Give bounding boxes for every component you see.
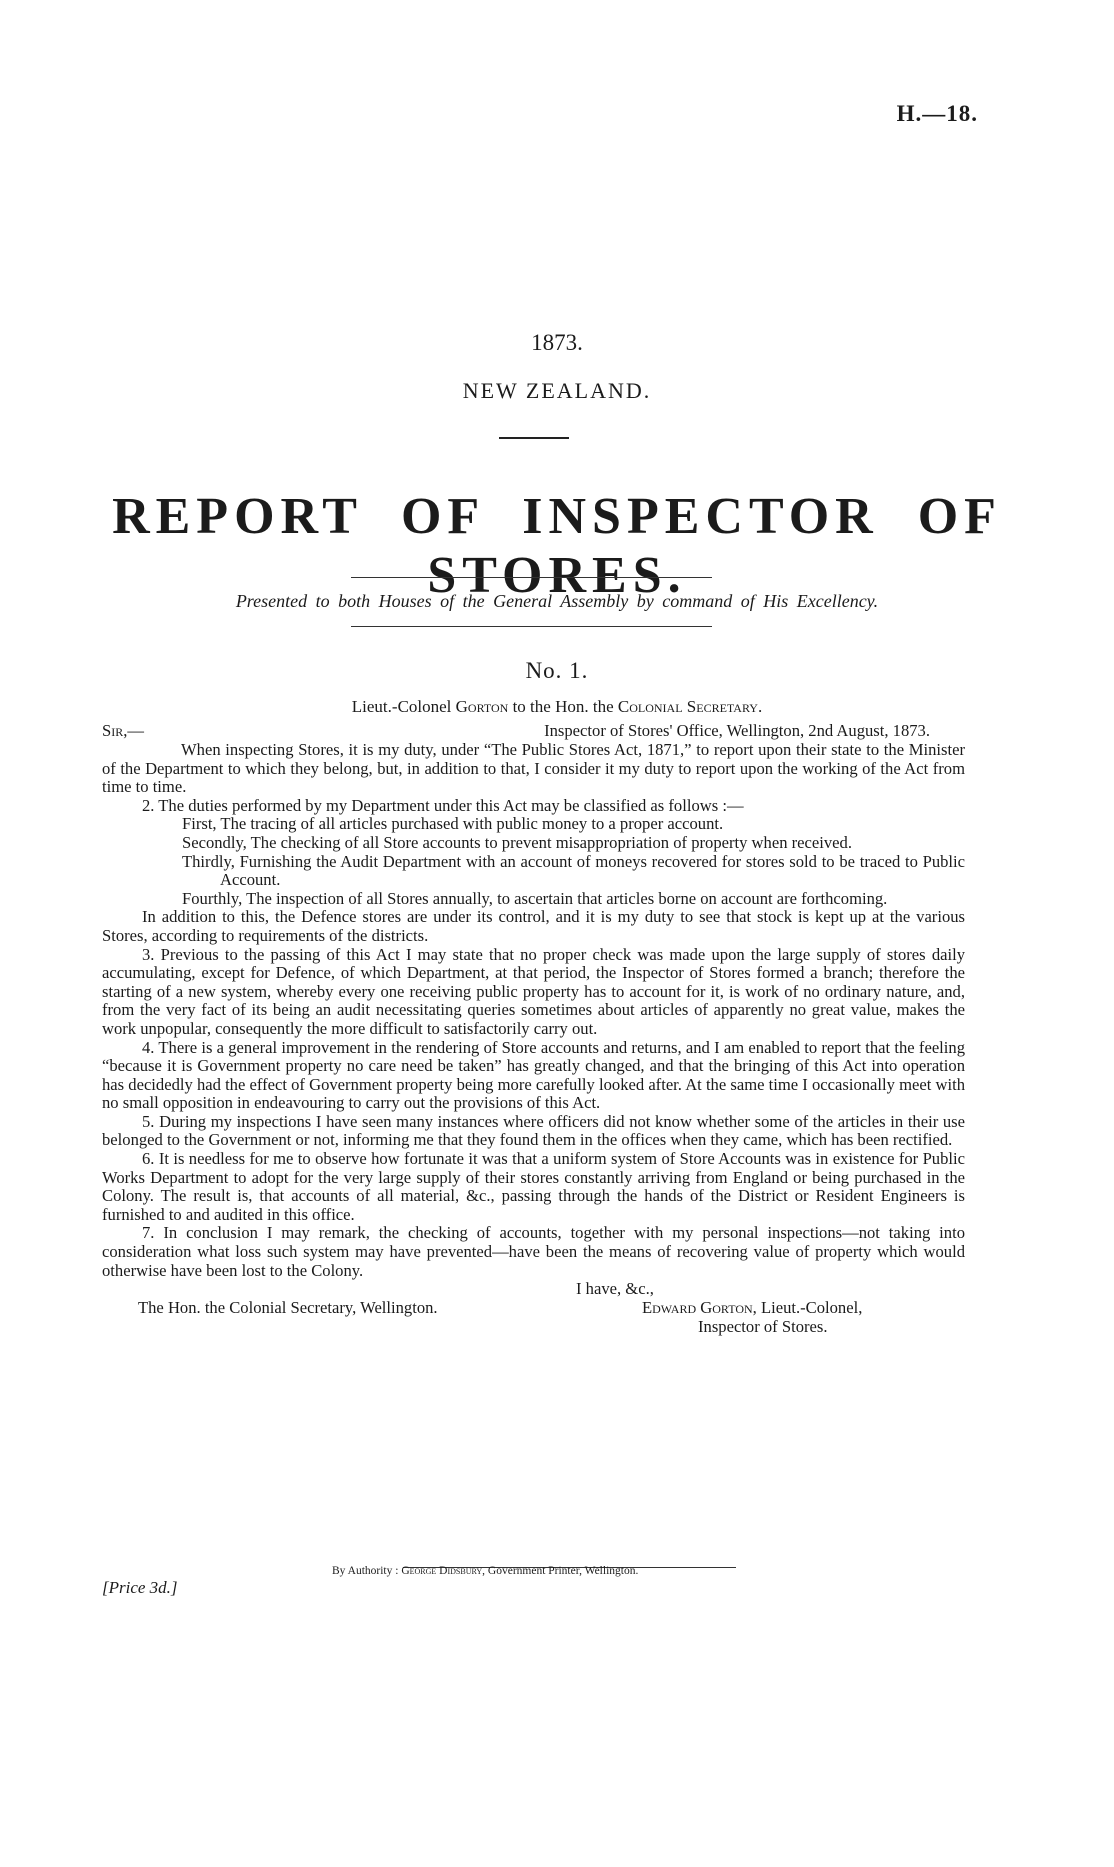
printer-imprint: [332, 1565, 638, 1577]
signatory-name: Edward Gorton: [642, 1297, 753, 1317]
year: 1873.: [531, 330, 583, 355]
page-title: REPORT OF INSPECTOR OF STORES.: [112, 488, 1002, 604]
signature-row: [102, 1299, 965, 1318]
paragraph-7: 7. In conclusion I may remark, the checking of accounts, together with my personal inspections—not taking into consideration what loss such system may have prevented—have been the means of recovering value of property which would otherwise have been lost to the Colony.: [102, 1223, 965, 1280]
presented-note: Presented to both Houses of the General Assembly by command of His Excellency.: [235, 591, 879, 611]
divider-short: [499, 437, 569, 439]
duty-item: Fourthly, The inspection of all Stores annually, to ascertain that articles borne on account are forthcoming.: [182, 888, 888, 908]
closing: I have, &c.,: [576, 1279, 654, 1299]
paragraph-2: 2. The duties performed by my Department under this Act may be classified as follows :—: [142, 795, 744, 815]
duty-item: First, The tracing of all articles purchased with public money to a proper account.: [182, 814, 724, 834]
paragraph-2b: In addition to this, the Defence stores are under its control, and it is my duty to see that stock is kept up at the various Stores, according to requirements of the districts.: [102, 907, 965, 945]
paragraph-6: 6. It is needless for me to observe how fortunate it was that a uniform system of Store Accounts was in existence for Public Works Department to adopt for the very large supply of their stores constantly arriving from England or being purchased in the Colony. The result is, that accounts of all material, &c., passing through the hands of the District or Resident Engineers is furnished to and audited in this office.: [102, 1149, 965, 1224]
paragraph-1: When inspecting Stores, it is my duty, under “The Public Stores Act, 1871,” to report upon their state to the Minister of the Department to which they belong, but, in addition to that, I consider it my duty to report upon the working of the Act from time to time.: [102, 740, 965, 797]
duty-item: Thirdly, Furnishing the Audit Department with an account of moneys recovered for stores sold to be traced to Public Account.: [182, 851, 965, 890]
letter-number: No. 1.: [525, 658, 589, 683]
paragraph-4: 4. There is a general improvement in the rendering of Store accounts and returns, and I am enabled to report that the feeling “because it is Government property no care need be taken” has greatly changed, and that the bringing of this Act into operation has decidedly had the effect of Government property being more carefully looked after. At the same time I occasionally meet with no small opposition in endeavouring to carry out the provisions of this Act.: [102, 1037, 965, 1113]
letter-body: [102, 722, 965, 1336]
country-heading: NEW ZEALAND.: [462, 378, 652, 403]
duty-item: Secondly, The checking of all Store accounts to prevent misappropriation of property when received.: [182, 832, 852, 852]
salutation-row: [102, 722, 965, 741]
letter-title-recipient: Colonial Secretary.: [617, 697, 763, 716]
divider-top: [351, 577, 712, 578]
printer-pre: By Authority :: [332, 1565, 402, 1577]
printer-post: , Government Printer, Wellington.: [482, 1565, 639, 1577]
letter-title-pre: Lieut.-Colonel: [351, 697, 456, 716]
signatory-title: Inspector of Stores.: [698, 1316, 828, 1336]
paragraph-5: 5. During my inspections I have seen many instances where officers did not know whether some of the articles in their use belonged to the Government or not, informing me that they found them in the offices when they came, which has been rectified.: [102, 1111, 965, 1150]
address-date: Inspector of Stores' Office, Wellington, 2nd August, 1873.: [544, 721, 930, 740]
letter-title-mid: to the Hon. the: [508, 697, 618, 716]
paragraph-3: 3. Previous to the passing of this Act I may state that no proper check was made upon the large supply of stores daily accumulating, except for Defence, of which Department, at that period, the Inspector of Stores formed a branch; therefore the starting of a new system, whereby every one receiving public property has to account for it, is work of no ordinary nature, and, from the very fact of its being an audit necessitating queries sometimes about articles of apparently no great value, makes the work unpopular, consequently the more difficult to satisfactorily carry out.: [102, 944, 965, 1038]
divider-bottom: [351, 626, 712, 627]
signatory: [642, 1299, 862, 1318]
printer-name: George Didsbury: [401, 1565, 483, 1577]
signatory-rank: , Lieut.-Colonel,: [752, 1297, 863, 1317]
letter-title: [0, 697, 1114, 717]
letter-title-name: Gorton: [455, 697, 509, 716]
price: [Price 3d.]: [102, 1578, 178, 1597]
document-code: H.—18.: [896, 101, 978, 126]
salutation: Sir,—: [102, 721, 144, 740]
addressee: The Hon. the Colonial Secretary, Wellington.: [138, 1297, 438, 1317]
duties-list: [102, 815, 965, 908]
